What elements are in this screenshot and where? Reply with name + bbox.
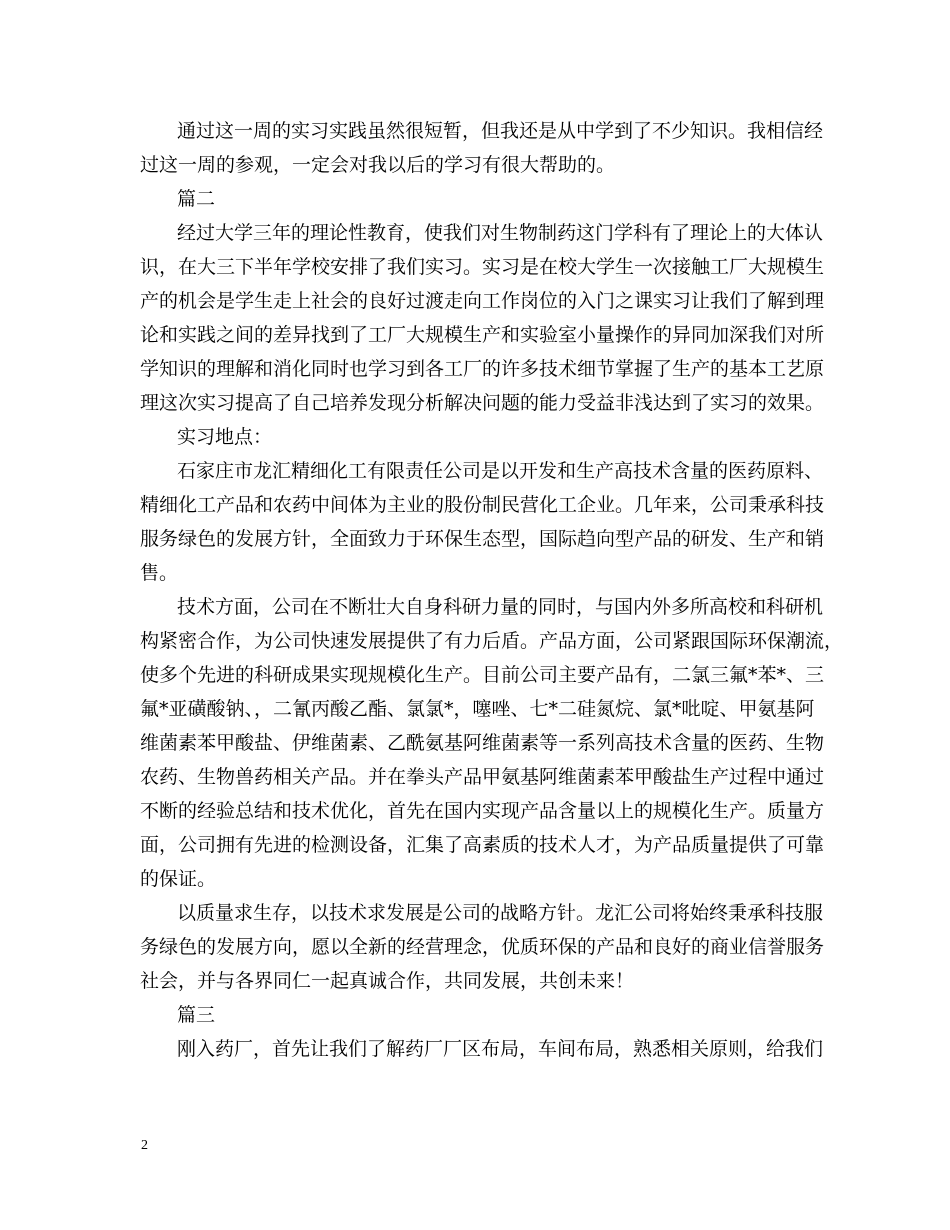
text-line: 以质量求生存，以技术求发展是公司的战略方针。龙汇公司将始终秉承科技服: [177, 902, 824, 924]
text-line: 服务绿色的发展方针，全面致力于环保生态型，国际趋向型产品的研发、生产和销: [140, 528, 825, 550]
section-heading: 篇三: [177, 1004, 216, 1026]
text-line: 论和实践之间的差异找到了工厂大规模生产和实验室小量操作的异同加深我们对所: [140, 324, 825, 346]
text-line: 经过大学三年的理论性教育，使我们对生物制药这门学科有了理论上的大体认: [177, 222, 824, 244]
text-line: 产的机会是学生走上社会的良好过渡走向工作岗位的入门之课实习让我们了解到理: [140, 290, 825, 312]
text-line: 技术方面，公司在不断壮大自身科研力量的同时，与国内外多所高校和科研机: [177, 596, 824, 618]
text-line: 面，公司拥有先进的检测设备，汇集了高素质的技术人才，为产品质量提供了可靠: [140, 834, 825, 856]
text-line: 务绿色的发展方向，愿以全新的经营理念，优质环保的产品和良好的商业信誉服务: [140, 936, 825, 958]
text-line: 的保证。: [140, 868, 217, 890]
section-heading: 篇二: [177, 188, 216, 210]
text-line: 维菌素苯甲酸盐、伊维菌素、乙酰氨基阿维菌素等一系列高技术含量的医药、生物: [140, 732, 825, 754]
text-line: 精细化工产品和农药中间体为主业的股份制民营化工企业。几年来，公司秉承科技: [140, 494, 825, 516]
section-heading: 实习地点：: [177, 426, 273, 448]
text-line: 识，在大三下半年学校安排了我们实习。实习是在校大学生一次接触工厂大规模生: [140, 256, 825, 278]
text-line: 社会，并与各界同仁一起真诚合作，共同发展，共创未来！: [140, 970, 635, 992]
text-line: 通过这一周的实习实践虽然很短暂，但我还是从中学到了不少知识。我相信经: [177, 120, 824, 142]
text-line: 使多个先进的科研成果实现规模化生产。目前公司主要产品有，二氯三氟*苯*、三: [140, 664, 825, 686]
text-line: 刚入药厂，首先让我们了解药厂厂区布局，车间布局，熟悉相关原则，给我们: [177, 1038, 824, 1060]
text-line: 理这次实习提高了自己培养发现分析解决问题的能力受益非浅达到了实习的效果。: [140, 392, 825, 414]
text-line: 学知识的理解和消化同时也学习到各工厂的许多技术细节掌握了生产的基本工艺原: [140, 358, 825, 380]
text-line: 石家庄市龙汇精细化工有限责任公司是以开发和生产高技术含量的医药原料、: [177, 460, 824, 482]
text-line: 不断的经验总结和技术优化，首先在国内实现产品含量以上的规模化生产。质量方: [140, 800, 825, 822]
text-line: 过这一周的参观，一定会对我以后的学习有很大帮助的。: [140, 154, 616, 176]
text-line: 售。: [140, 562, 179, 584]
text-line: 构紧密合作，为公司快速发展提供了有力后盾。产品方面，公司紧跟国际环保潮流，: [140, 630, 844, 652]
text-line: 农药、生物兽药相关产品。并在拳头产品甲氨基阿维菌素苯甲酸盐生产过程中通过: [140, 766, 825, 788]
body-text: [140, 114, 844, 1066]
text-line: 氟*亚磺酸钠、，二氰丙酸乙酯、氯氯*，噻唑、七*二硅氮烷、氯*吡啶、甲氨基阿: [140, 698, 815, 720]
page-number: 2: [141, 1138, 148, 1153]
